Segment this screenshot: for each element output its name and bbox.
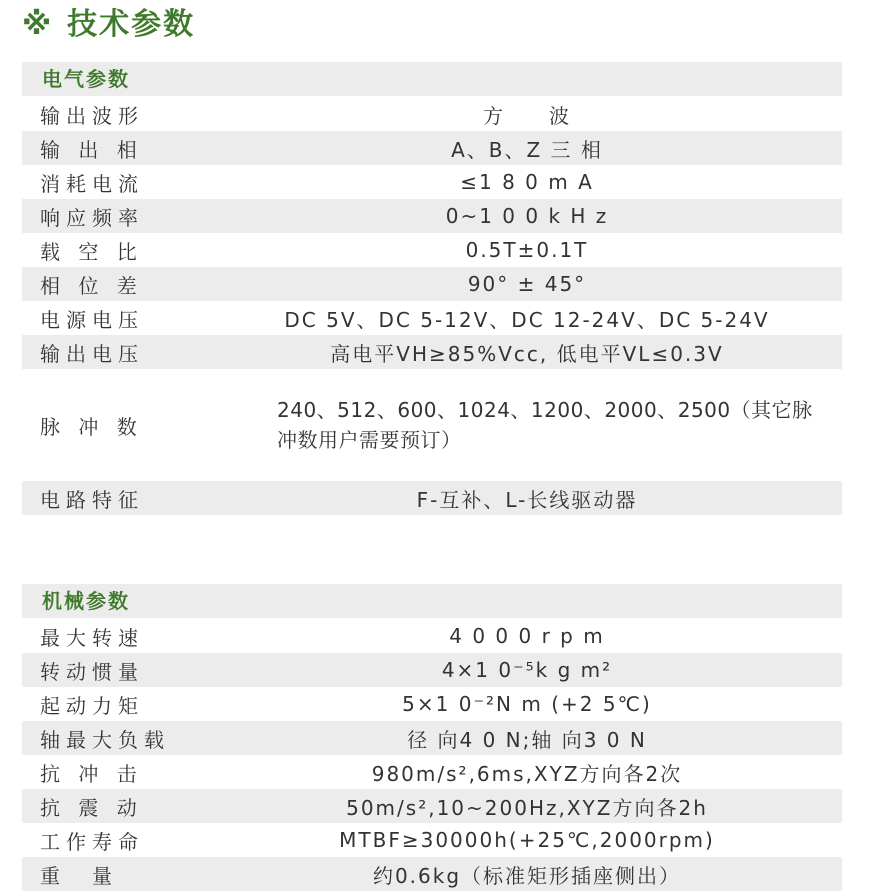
table-row: [22, 165, 842, 199]
row-label: 电路特征: [40, 487, 144, 512]
row-label: 输出电压: [40, 341, 144, 366]
row-value: F-互补、L-长线驱动器: [416, 487, 638, 512]
table-row: [22, 199, 842, 233]
row-value: 5×1 0⁻²N m (+2 5℃): [402, 692, 652, 716]
row-label: 转动惯量: [40, 659, 144, 684]
row-value: 方 波: [483, 103, 571, 128]
row-value: 4×1 0⁻⁵k g m²: [441, 658, 613, 682]
table-row: [22, 721, 842, 755]
row-label: 相 位 差: [40, 273, 143, 298]
row-value: 240、512、600、1024、1200、2000、2500（其它脉冲数用户需要预订）: [277, 398, 813, 452]
table-row: [22, 97, 842, 131]
table-row: [22, 823, 842, 857]
row-value: 980m/s²,6ms,XYZ方向各2次: [371, 761, 683, 786]
row-label: 载 空 比: [40, 239, 143, 264]
mechanical-parameters-table: [22, 584, 842, 891]
row-label: 输 出 相: [40, 137, 143, 162]
row-value: 约0.6kg（标准矩形插座侧出）: [372, 863, 682, 888]
table-row: [22, 233, 842, 267]
table-row: [22, 687, 842, 721]
row-value: 0~1 0 0 k H z: [445, 204, 609, 228]
row-label: 最大转速: [40, 625, 144, 650]
table-row: [22, 335, 842, 369]
table-row: [22, 131, 842, 165]
row-label: 脉 冲 数: [40, 414, 143, 439]
row-label: 抗 冲 击: [40, 761, 143, 786]
table-row: [22, 481, 842, 515]
electrical-parameters-table: [22, 62, 842, 515]
table-row: [22, 301, 842, 335]
table-row: [22, 619, 842, 653]
row-value: ≤1 8 0 m A: [460, 170, 594, 194]
row-value: 4 0 0 0 r p m: [449, 624, 605, 648]
table-row: [22, 653, 842, 687]
page-title: [22, 2, 195, 48]
row-label: 电源电压: [40, 307, 144, 332]
table-row: [22, 789, 842, 823]
row-label: 响应频率: [40, 205, 144, 230]
page-title-text: 技术参数: [67, 7, 196, 42]
row-value: 高电平VH≥85%Vcc, 低电平VL≤0.3V: [330, 341, 724, 366]
row-label: 输出波形: [40, 103, 144, 128]
row-label: 起动力矩: [40, 693, 144, 718]
reference-mark-icon: ※: [22, 7, 54, 42]
row-value: 90° ± 45°: [467, 272, 587, 296]
row-value: 0.5T±0.1T: [465, 238, 589, 262]
row-label: 工作寿命: [40, 829, 144, 854]
section-header-mechanical: 机械参数: [22, 584, 842, 618]
row-label: 轴最大负载: [40, 727, 170, 752]
table-row: [22, 755, 842, 789]
row-label: 重 量: [40, 863, 118, 888]
table-row: [22, 857, 842, 891]
section-header-electrical: 电气参数: [22, 62, 842, 96]
table-row: [22, 369, 842, 481]
row-label: 消耗电流: [40, 171, 144, 196]
row-value: A、B、Z 三 相: [451, 137, 603, 162]
row-value: 50m/s²,10~200Hz,XYZ方向各2h: [346, 795, 708, 820]
row-value: MTBF≥30000h(+25℃,2000rpm): [339, 828, 715, 852]
table-row: [22, 267, 842, 301]
row-value: DC 5V、DC 5-12V、DC 12-24V、DC 5-24V: [284, 307, 770, 332]
row-value: 径 向4 0 N;轴 向3 0 N: [407, 727, 647, 752]
row-label: 抗 震 动: [40, 795, 143, 820]
